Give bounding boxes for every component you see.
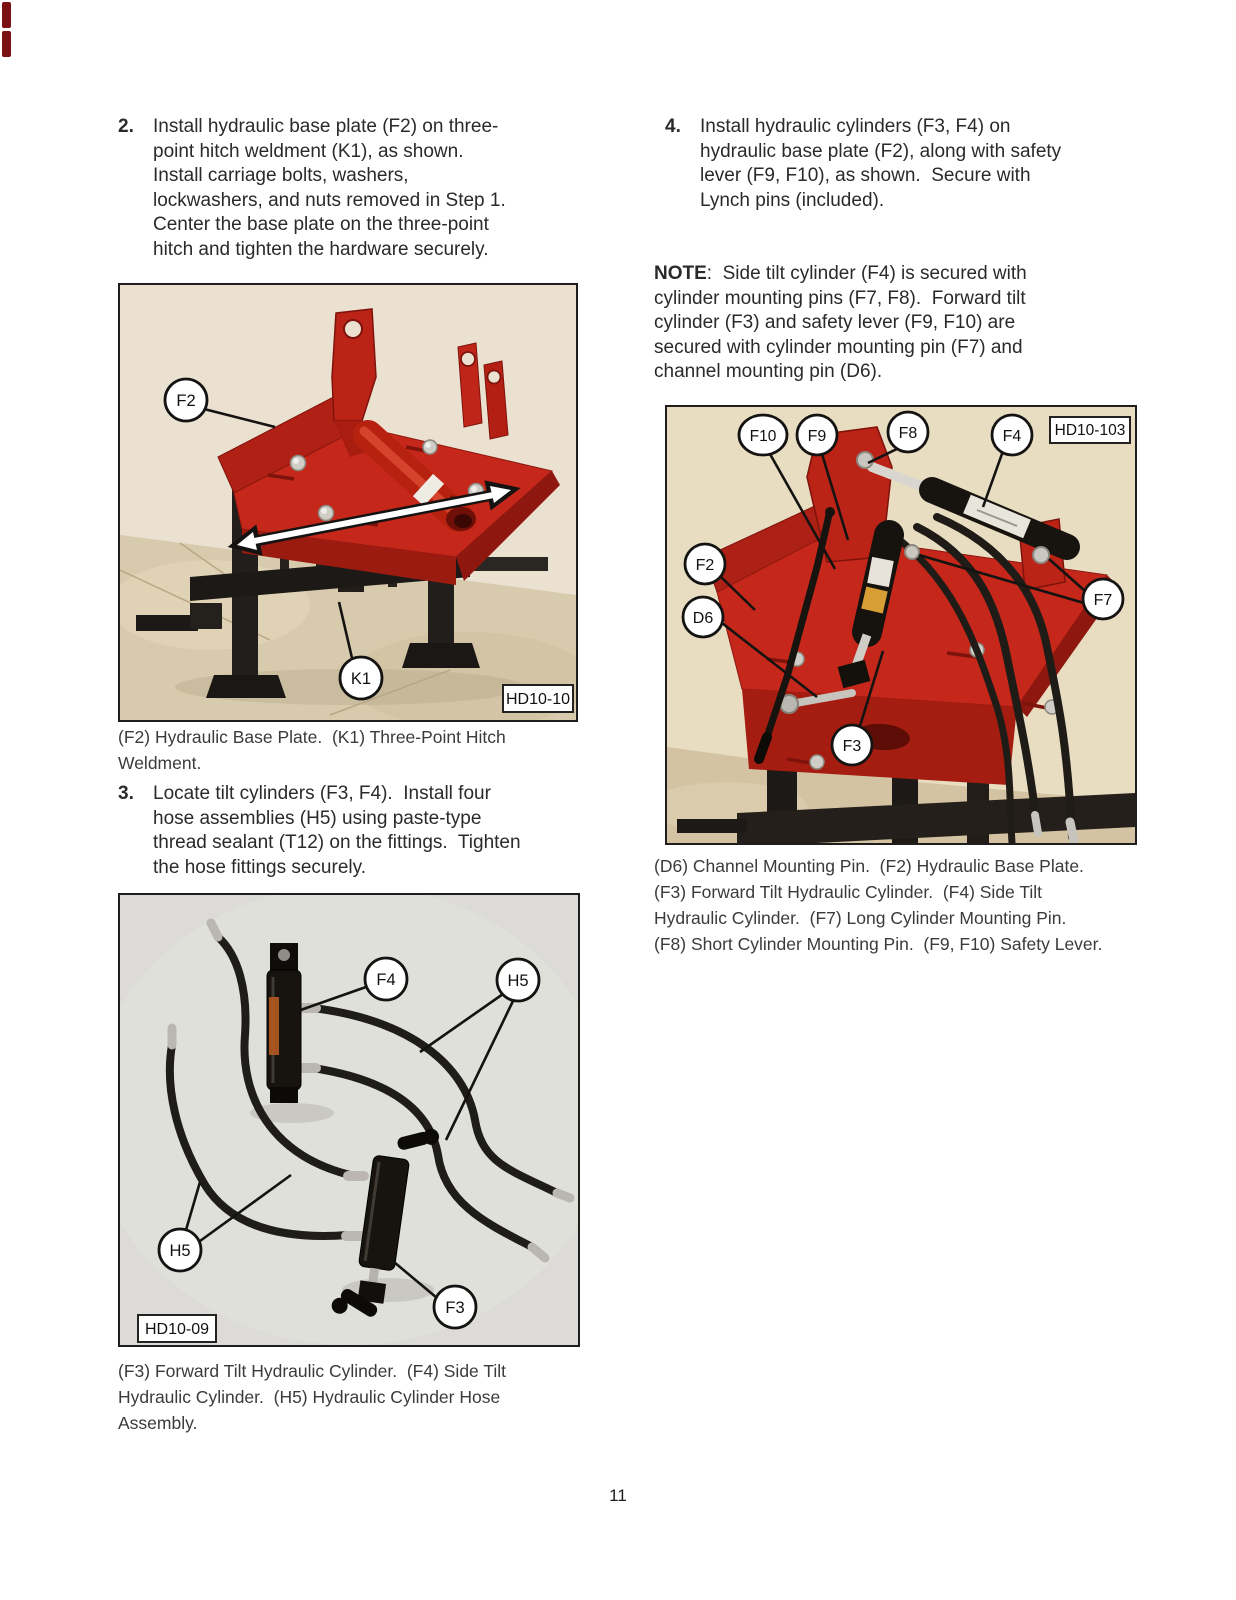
figure-3-caption [654, 853, 1102, 957]
callout-f2-text: F2 [695, 557, 715, 574]
text-line: Install hydraulic base plate (F2) on three- [153, 116, 499, 137]
figure-assembled-cylinders [665, 405, 1137, 845]
figure-1-caption [118, 724, 506, 776]
side-tilt-cylinder [267, 943, 301, 1103]
caption-line: (F3) Forward Tilt Hydraulic Cylinder. (F4) Side Tilt [654, 882, 1043, 902]
text-line: hose assemblies (H5) using paste-type [153, 807, 482, 829]
text-line: channel mounting pin (D6). [654, 361, 883, 382]
text-line: the hose fittings securely. [153, 856, 366, 878]
callout-f4-text: F4 [1002, 428, 1022, 445]
text-line: thread sealant (T12) on the fittings. Tighten [153, 832, 521, 853]
step-2 [118, 115, 506, 262]
caption-line: Assembly. [118, 1413, 198, 1433]
text-line: secured with cylinder mounting pin (F7) and [654, 336, 1023, 358]
scan-artifact-mark [2, 31, 11, 57]
text-line: Install hydraulic cylinders (F3, F4) on [700, 116, 1011, 137]
text-line: hydraulic base plate (F2), along with safety [700, 140, 1062, 162]
step-3 [118, 782, 521, 880]
long-mounting-pin-end [905, 545, 919, 559]
text-line: Install carriage bolts, washers, [153, 165, 409, 186]
caption-line: (F3) Forward Tilt Hydraulic Cylinder. (F4) Side Tilt [118, 1361, 507, 1381]
text-line [654, 262, 1027, 287]
text-line: Lynch pins (included). [700, 189, 885, 211]
caption-line: (F8) Short Cylinder Mounting Pin. (F9, F10) Safety Lever. [654, 934, 1103, 954]
step-3-text [153, 782, 521, 880]
callout-f7-text: F7 [1093, 592, 1113, 609]
caption-line: Weldment. [118, 753, 202, 773]
caption-line: Hydraulic Cylinder. (H5) Hydraulic Cylinder Hose [118, 1387, 501, 1407]
callout-f3-text: F3 [842, 738, 862, 755]
figure-cylinders-hoses [118, 893, 580, 1347]
callout-h5-bottom-text: H5 [169, 1242, 191, 1260]
callout-f10-text: F10 [749, 428, 777, 445]
step-4 [665, 115, 1061, 213]
callout-f2-text: F2 [176, 392, 196, 410]
callout-f8-text: F8 [898, 425, 918, 442]
page-number: 11 [609, 1486, 627, 1505]
caption-line: (D6) Channel Mounting Pin. (F2) Hydraulic Base Plate. [654, 856, 1084, 876]
step-2-text [153, 115, 506, 262]
scan-artifact-mark [2, 2, 11, 28]
figure-1-illustration [120, 285, 576, 720]
text-line: cylinder mounting pins (F7, F8). Forward tilt [654, 287, 1026, 309]
photo-id-text: HD10-103 [1054, 422, 1126, 439]
text-line: Center the base plate on the three-point [153, 214, 489, 235]
note-paragraph [654, 262, 1027, 385]
note-label: NOTE [654, 263, 707, 284]
figure-3-illustration [667, 407, 1135, 843]
callout-f9-text: F9 [807, 428, 827, 445]
callout-h5-top-text: H5 [507, 972, 529, 990]
step-2-number: 2. [118, 116, 134, 137]
step-4-text [700, 115, 1061, 213]
figure-2-illustration [120, 895, 578, 1345]
photo-id-text: HD10-10 [505, 691, 571, 708]
text-line: lockwashers, and nuts removed in Step 1. [153, 189, 506, 211]
text-line: Locate tilt cylinders (F3, F4). Install four [153, 783, 491, 804]
photo-id-text: HD10-09 [144, 1321, 210, 1338]
text-line: cylinder (F3) and safety lever (F9, F10) are [654, 312, 1016, 333]
step-3-number: 3. [118, 783, 134, 804]
step-4-number: 4. [665, 116, 681, 137]
note-line-rest: : Side tilt cylinder (F4) is secured with [706, 263, 1027, 284]
callout-k1-text: K1 [350, 670, 372, 688]
long-mounting-pin [1033, 547, 1049, 563]
text-line: point hitch weldment (K1), as shown. [153, 140, 464, 162]
caption-line: Hydraulic Cylinder. (F7) Long Cylinder Mounting Pin. [654, 908, 1067, 928]
figure-2-caption [118, 1358, 506, 1436]
callout-f3-text: F3 [445, 1299, 465, 1317]
text-line: lever (F9, F10), as shown. Secure with [700, 165, 1031, 186]
figure-base-plate-on-hitch [118, 283, 578, 722]
caption-line: (F2) Hydraulic Base Plate. (K1) Three-Point Hitch [118, 727, 506, 747]
short-mounting-pin [857, 452, 873, 468]
callout-f4-text: F4 [376, 971, 396, 989]
callout-d6-text: D6 [692, 610, 714, 627]
text-line: hitch and tighten the hardware securely. [153, 238, 489, 260]
